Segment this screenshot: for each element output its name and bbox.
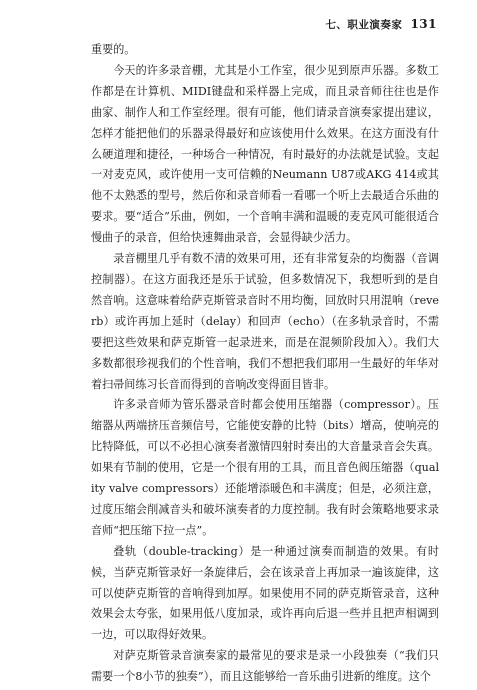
page-body — [91, 40, 439, 688]
paragraph-studio-instruments: 今天的许多录音棚，尤其是小工作室，很少见到原声乐器。多数工作都是在计算机、MIDI键盘和采样器上完成，而且录音师往往也是作曲家、制作人和工作室经理。很有可能，他们请录音演奏家提出建议，怎样才能把他们的乐器录得最好和应该使用什么效果。在这方面没有什么硬道理和捷径，一种场合一种情况，有时最好的办法就是试验。支起一对麦克风，或许使用一支可信赖的Neumann U87或AKG 414或其他不太熟悉的型号，然后你和录音师看一看哪一个听上去最适合乐曲的要求。要“适合”乐曲，例如，一个音响丰满和温暖的麦克风可能很适合慢曲子的录音，但给快速舞曲录音，会显得缺少活力。 — [91, 63, 439, 245]
running-header — [325, 17, 437, 32]
paragraph-effects-eq: 录音棚里几乎有数不清的效果可用，还有非常复杂的均衡器（音调控制器）。在这方面我还是乐于试验，但多数情况下，我想听到的是自然音响。这意味着给萨克斯管录音时不用均衡，回放时只用混响（reverb）或许再加上延时（delay）和回声（echo）（在多轨录音时，不需要把这些效果和萨克斯管一起录进来，而是在混频阶段加入）。我们大多数都很珍视我们的个性音响，我们不想把我们耶用一生最好的年华对着扫帚间练习长音而得到的音响改变得面目皆非。 — [91, 252, 439, 391]
page-number: 131 — [410, 17, 437, 31]
paragraph-compressor: 许多录音师为管乐器录音时都会使用压缩器（compressor）。压缩器从两端挤压音频信号，它能使安静的比特（bits）增高，使响亮的比特降低，可以不必担心演奏者激情四射时奏出的大音量录音会失真。如果有节制的使用，它是一个很有用的工具，而且音色阀压缩器（quality valve compressors）还能增添暖色和丰满度；但是，必须注意，过度压缩会削减音头和破坏演奏者的力度控制。我有时会策略地要求录音师“把压缩下拉一点”。 — [91, 398, 439, 537]
paragraph-double-tracking: 叠轨（double-tracking）是一种通过演奏而制造的效果。有时候，当萨克斯管录好一条旋律后，会在该录音上再加录一遍该旋律，这可以使萨克斯管的音响得到加厚。如果使用不同的萨克斯管录音，这种效果会太夸张，如果用低八度加录，或许再向后退一些并且把声相调到一边，可以取得好效果。 — [91, 544, 439, 642]
chapter-title: 七、职业演奏家 — [325, 19, 403, 31]
paragraph-solo-request: 对萨克斯管录音演奏家的最常见的要求是录一小段独奏（“我们只需要一个8小节的独奏”），而且这能够给一音乐曲引进新的维度。这个 — [91, 649, 439, 684]
paragraph-continued: 重要的。 — [91, 43, 136, 56]
